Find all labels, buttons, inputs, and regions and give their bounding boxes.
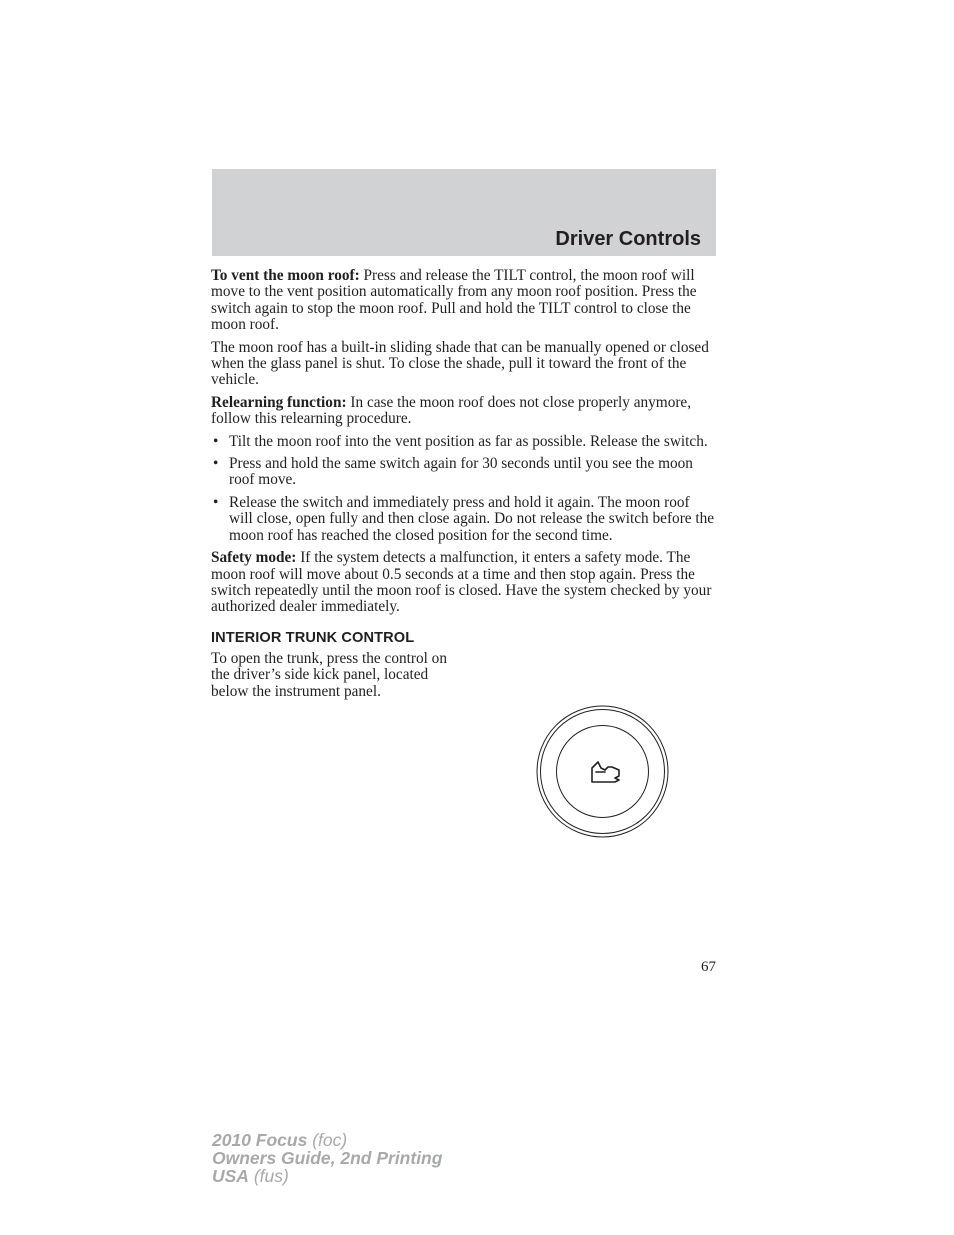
list-item: • Tilt the moon roof into the vent position as far as possible. Release the switch. [211, 434, 717, 450]
vent-text: Press and release the TILT control, the moon roof will move to the vent position automatically from any moon roof position. Press the switch again to stop the moon roof. Pull and hold the TILT control to close the moon roof. [211, 267, 697, 334]
list-item: • Press and hold the same switch again for 30 seconds until you see the moon roof move. [211, 456, 717, 489]
relearning-text: In case the moon roof does not close properly anymore, follow this relearning procedure. [211, 393, 692, 428]
footer-region: USA [212, 1166, 249, 1186]
relearning-steps [211, 434, 717, 544]
trunk-release-button-figure [535, 704, 670, 839]
footer-region-code: (fus) [248, 1166, 289, 1186]
trunk-section-heading: INTERIOR TRUNK CONTROL [211, 629, 415, 646]
footer-line-guide [212, 1149, 442, 1167]
list-item: • Release the switch and immediately press and hold it again. The moon roof will close, open fully and then close again. Do not release the switch before the moon roof has reached the closed position for the second time. [211, 495, 717, 544]
footer-model: 2010 Focus [212, 1130, 308, 1150]
footer-line-model [212, 1131, 442, 1149]
section-header-band [212, 169, 716, 256]
vent-paragraph [211, 268, 717, 334]
main-content [211, 268, 717, 706]
relearning-label: Relearning function: [211, 393, 347, 411]
page-number: 67 [701, 959, 716, 975]
footer-line-region [212, 1167, 442, 1185]
relearning-paragraph [211, 395, 717, 428]
section-title: Driver Controls [555, 228, 701, 250]
footer-model-code: (foc) [307, 1130, 348, 1150]
trunk-release-icon [535, 704, 670, 839]
safety-label: Safety mode: [211, 549, 297, 567]
vent-label: To vent the moon roof: [211, 267, 360, 284]
trunk-paragraph: To open the trunk, press the control on the driver’s side kick panel, located below the instrument panel. [211, 649, 447, 700]
safety-text: If the system detects a malfunction, it enters a safety mode. The moon roof will move about 0.5 seconds at a time and then stop again. Press the switch repeatedly until the moon roof is closed. Have the system checked by your authorized dealer immediately. [211, 549, 712, 616]
footer-guide: Owners Guide, 2nd Printing [212, 1148, 443, 1168]
safety-paragraph [211, 550, 717, 616]
shade-paragraph: The moon roof has a built-in sliding shade that can be manually opened or closed when the glass panel is shut. To close the shade, pull it toward the front of the vehicle. [211, 338, 709, 389]
document-footer [212, 1131, 442, 1185]
